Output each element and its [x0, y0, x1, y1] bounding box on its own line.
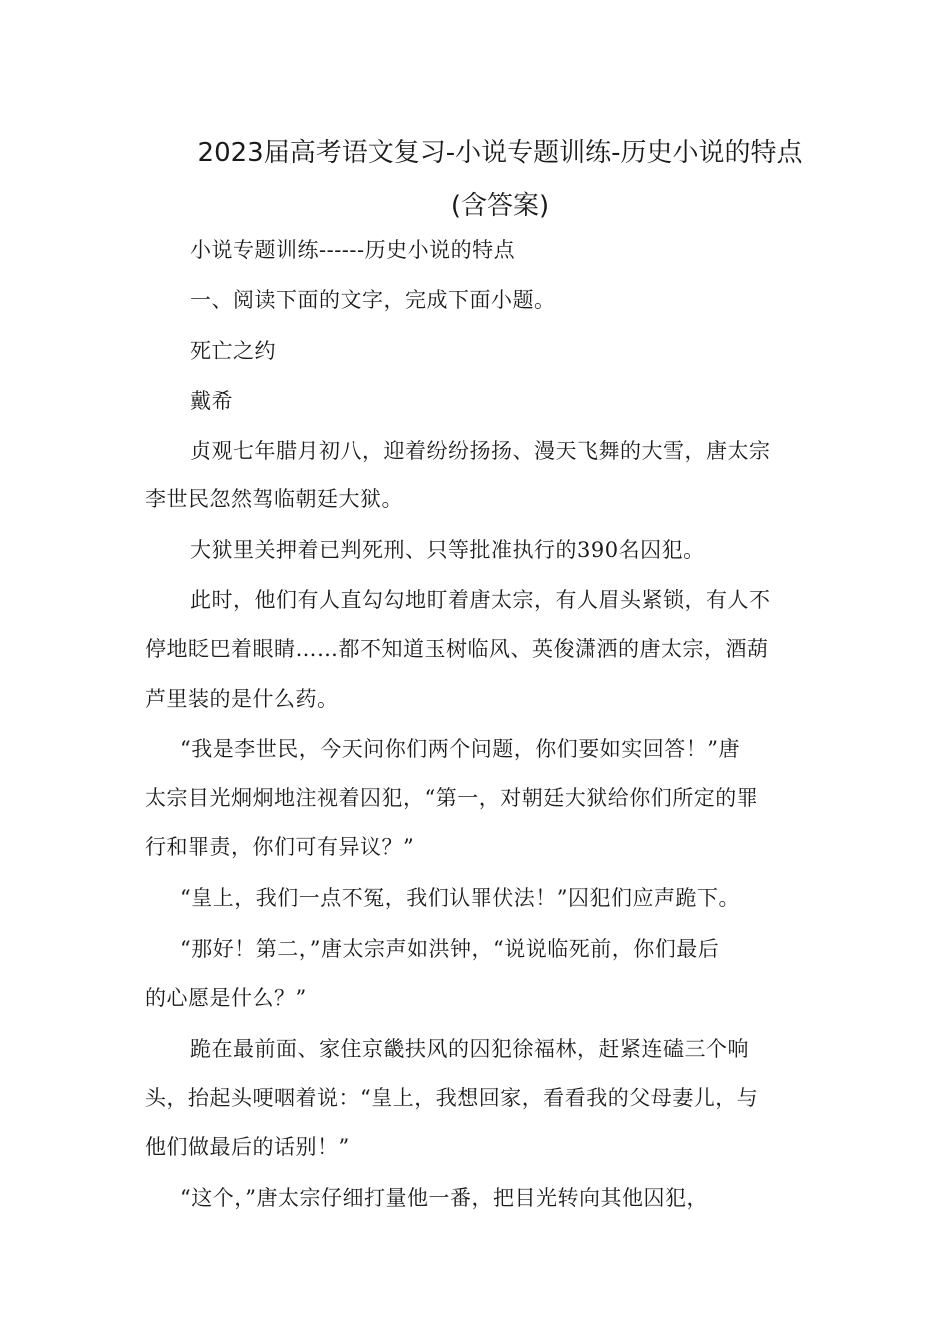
paragraph-line: 行和罪责，你们可有异议？” — [145, 835, 415, 859]
paragraph-line: “皇上，我们一点不冤，我们认罪伏法！”囚犯们应声跪下。 — [180, 886, 740, 910]
paragraph-line: 贞观七年腊月初八，迎着纷纷扬扬、漫天飞舞的大雪，唐太宗 — [190, 439, 771, 463]
paragraph-line: “我是李世民，今天问你们两个问题，你们要如实回答！”唐 — [180, 737, 740, 761]
story-author: 戴希 — [190, 389, 233, 413]
paragraph-line: 跪在最前面、家住京畿扶风的囚犯徐福林，赶紧连磕三个响 — [190, 1037, 749, 1061]
paragraph-line: 大狱里关押着已判死刑、只等批准执行的390名囚犯。 — [190, 538, 705, 562]
story-title: 死亡之约 — [190, 339, 276, 363]
document-title: 2023届高考语文复习-小说专题训练-历史小说的特点 — [197, 138, 803, 168]
paragraph-line: 此时，他们有人直勾勾地盯着唐太宗，有人眉头紧锁，有人不 — [190, 588, 771, 612]
document-title-suffix: (含答案) — [450, 191, 550, 221]
paragraph-line: 芦里装的是什么药。 — [145, 687, 339, 711]
paragraph-line: 太宗目光炯炯地注视着囚犯，“第一，对朝廷大狱给你们所定的罪 — [145, 786, 759, 810]
paragraph-line: 的心愿是什么？” — [145, 986, 307, 1010]
section-heading: 小说专题训练------历史小说的特点 — [190, 238, 516, 262]
paragraph-line: “那好！第二，”唐太宗声如洪钟，“说说临死前，你们最后 — [180, 937, 720, 961]
question-instruction: 一、阅读下面的文字，完成下面小题。 — [190, 288, 556, 312]
paragraph-line: 停地眨巴着眼睛……都不知道玉树临风、英俊潇洒的唐太宗，酒葫 — [145, 637, 769, 661]
paragraph-line: “这个，”唐太宗仔细打量他一番，把目光转向其他囚犯， — [180, 1186, 708, 1210]
paragraph-line: 头，抬起头哽咽着说：“皇上，我想回家，看看我的父母妻儿，与 — [145, 1086, 759, 1110]
paragraph-line: 他们做最后的话别！” — [145, 1135, 350, 1159]
paragraph-line: 李世民忽然驾临朝廷大狱。 — [145, 487, 403, 511]
